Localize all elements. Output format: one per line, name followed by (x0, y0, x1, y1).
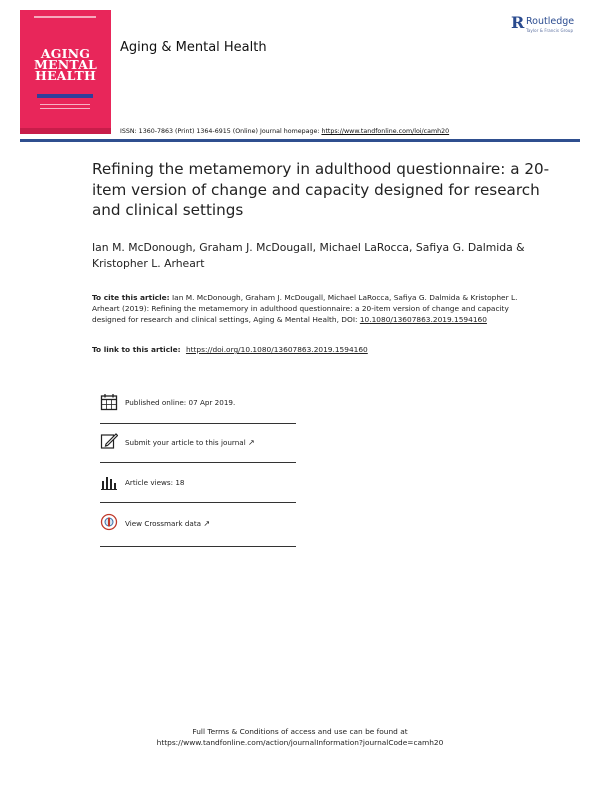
publisher-logo (511, 14, 589, 36)
routledge-r-icon: R (511, 13, 525, 32)
published-row (100, 393, 296, 413)
journal-cover (20, 10, 111, 134)
external-link-icon: ↗ (203, 519, 211, 528)
citation-doi-link[interactable]: 10.1080/13607863.2019.1594160 (359, 315, 487, 324)
journal-homepage-link[interactable]: https://www.tandfonline.com/loi/camh20 (321, 128, 450, 135)
article-views: Article views: 18 (125, 478, 185, 487)
footer-terms-link[interactable]: https://www.tandfonline.com/action/journalInformation?journalCode=camh20 (156, 737, 444, 747)
external-link-icon: ↗ (248, 438, 255, 447)
bar-chart-icon (100, 473, 118, 491)
article-link-label: To link to this article: (92, 345, 181, 354)
meta-divider-4 (100, 546, 296, 547)
cover-footer-band (20, 128, 111, 134)
citation-text: Ian M. McDonough, Graham J. McDougall, Michael LaRocca, Safiya G. Dalmida & Kristopher L. Arheart (2019): Refining the metamemory in adulthood questionnaire: a 20-item version of change and capacity designed for research and clinical settings, Aging & Mental Health, DOI: (92, 293, 518, 324)
crossmark-row[interactable] (100, 513, 296, 533)
cover-fine-line (40, 104, 90, 105)
views-row (100, 473, 296, 493)
article-link (92, 345, 368, 354)
crossmark-icon (100, 513, 118, 531)
meta-divider-3 (100, 502, 296, 503)
crossmark-link[interactable] (125, 519, 210, 528)
meta-divider-1 (100, 423, 296, 424)
issn-line (120, 128, 449, 135)
cover-title-line3: HEALTH (34, 68, 97, 83)
publisher-name: Routledge (526, 16, 575, 27)
header-divider (20, 139, 580, 142)
submit-article-text[interactable]: Submit your article to this journal (125, 438, 246, 447)
issn-text: ISSN: 1360-7863 (Print) 1364-6915 (Online) Journal homepage: (120, 128, 320, 135)
meta-divider-2 (100, 462, 296, 463)
calendar-icon (100, 393, 118, 411)
citation (92, 292, 522, 325)
footer-line-1: Full Terms & Conditions of access and use can be found at (192, 727, 408, 736)
page-footer (0, 727, 600, 748)
cover-fine-line-2 (40, 108, 90, 109)
citation-label: To cite this article: (92, 293, 170, 302)
cover-title (20, 48, 111, 81)
submit-article-link[interactable] (125, 438, 255, 447)
crossmark-text[interactable]: View Crossmark data (125, 519, 202, 528)
edit-icon (100, 432, 118, 450)
cover-strip (37, 94, 93, 98)
article-doi-link[interactable]: https://doi.org/10.1080/13607863.2019.1594160 (185, 345, 368, 354)
published-date: Published online: 07 Apr 2019. (125, 398, 236, 407)
article-title: Refining the metamemory in adulthood questionnaire: a 20-item version of change and capacity designed for research and clinical settings (92, 160, 550, 219)
cover-title-line2: MENTAL (33, 57, 98, 72)
article-authors: Ian M. McDonough, Graham J. McDougall, Michael LaRocca, Safiya G. Dalmida & Kristopher L. Arheart (92, 241, 525, 270)
submit-row[interactable] (100, 432, 296, 452)
publisher-tagline: Taylor & Francis Group (526, 28, 574, 33)
cover-title-line1: AGING (40, 46, 91, 61)
cover-top-line (34, 16, 96, 18)
journal-name: Aging & Mental Health (120, 40, 267, 55)
